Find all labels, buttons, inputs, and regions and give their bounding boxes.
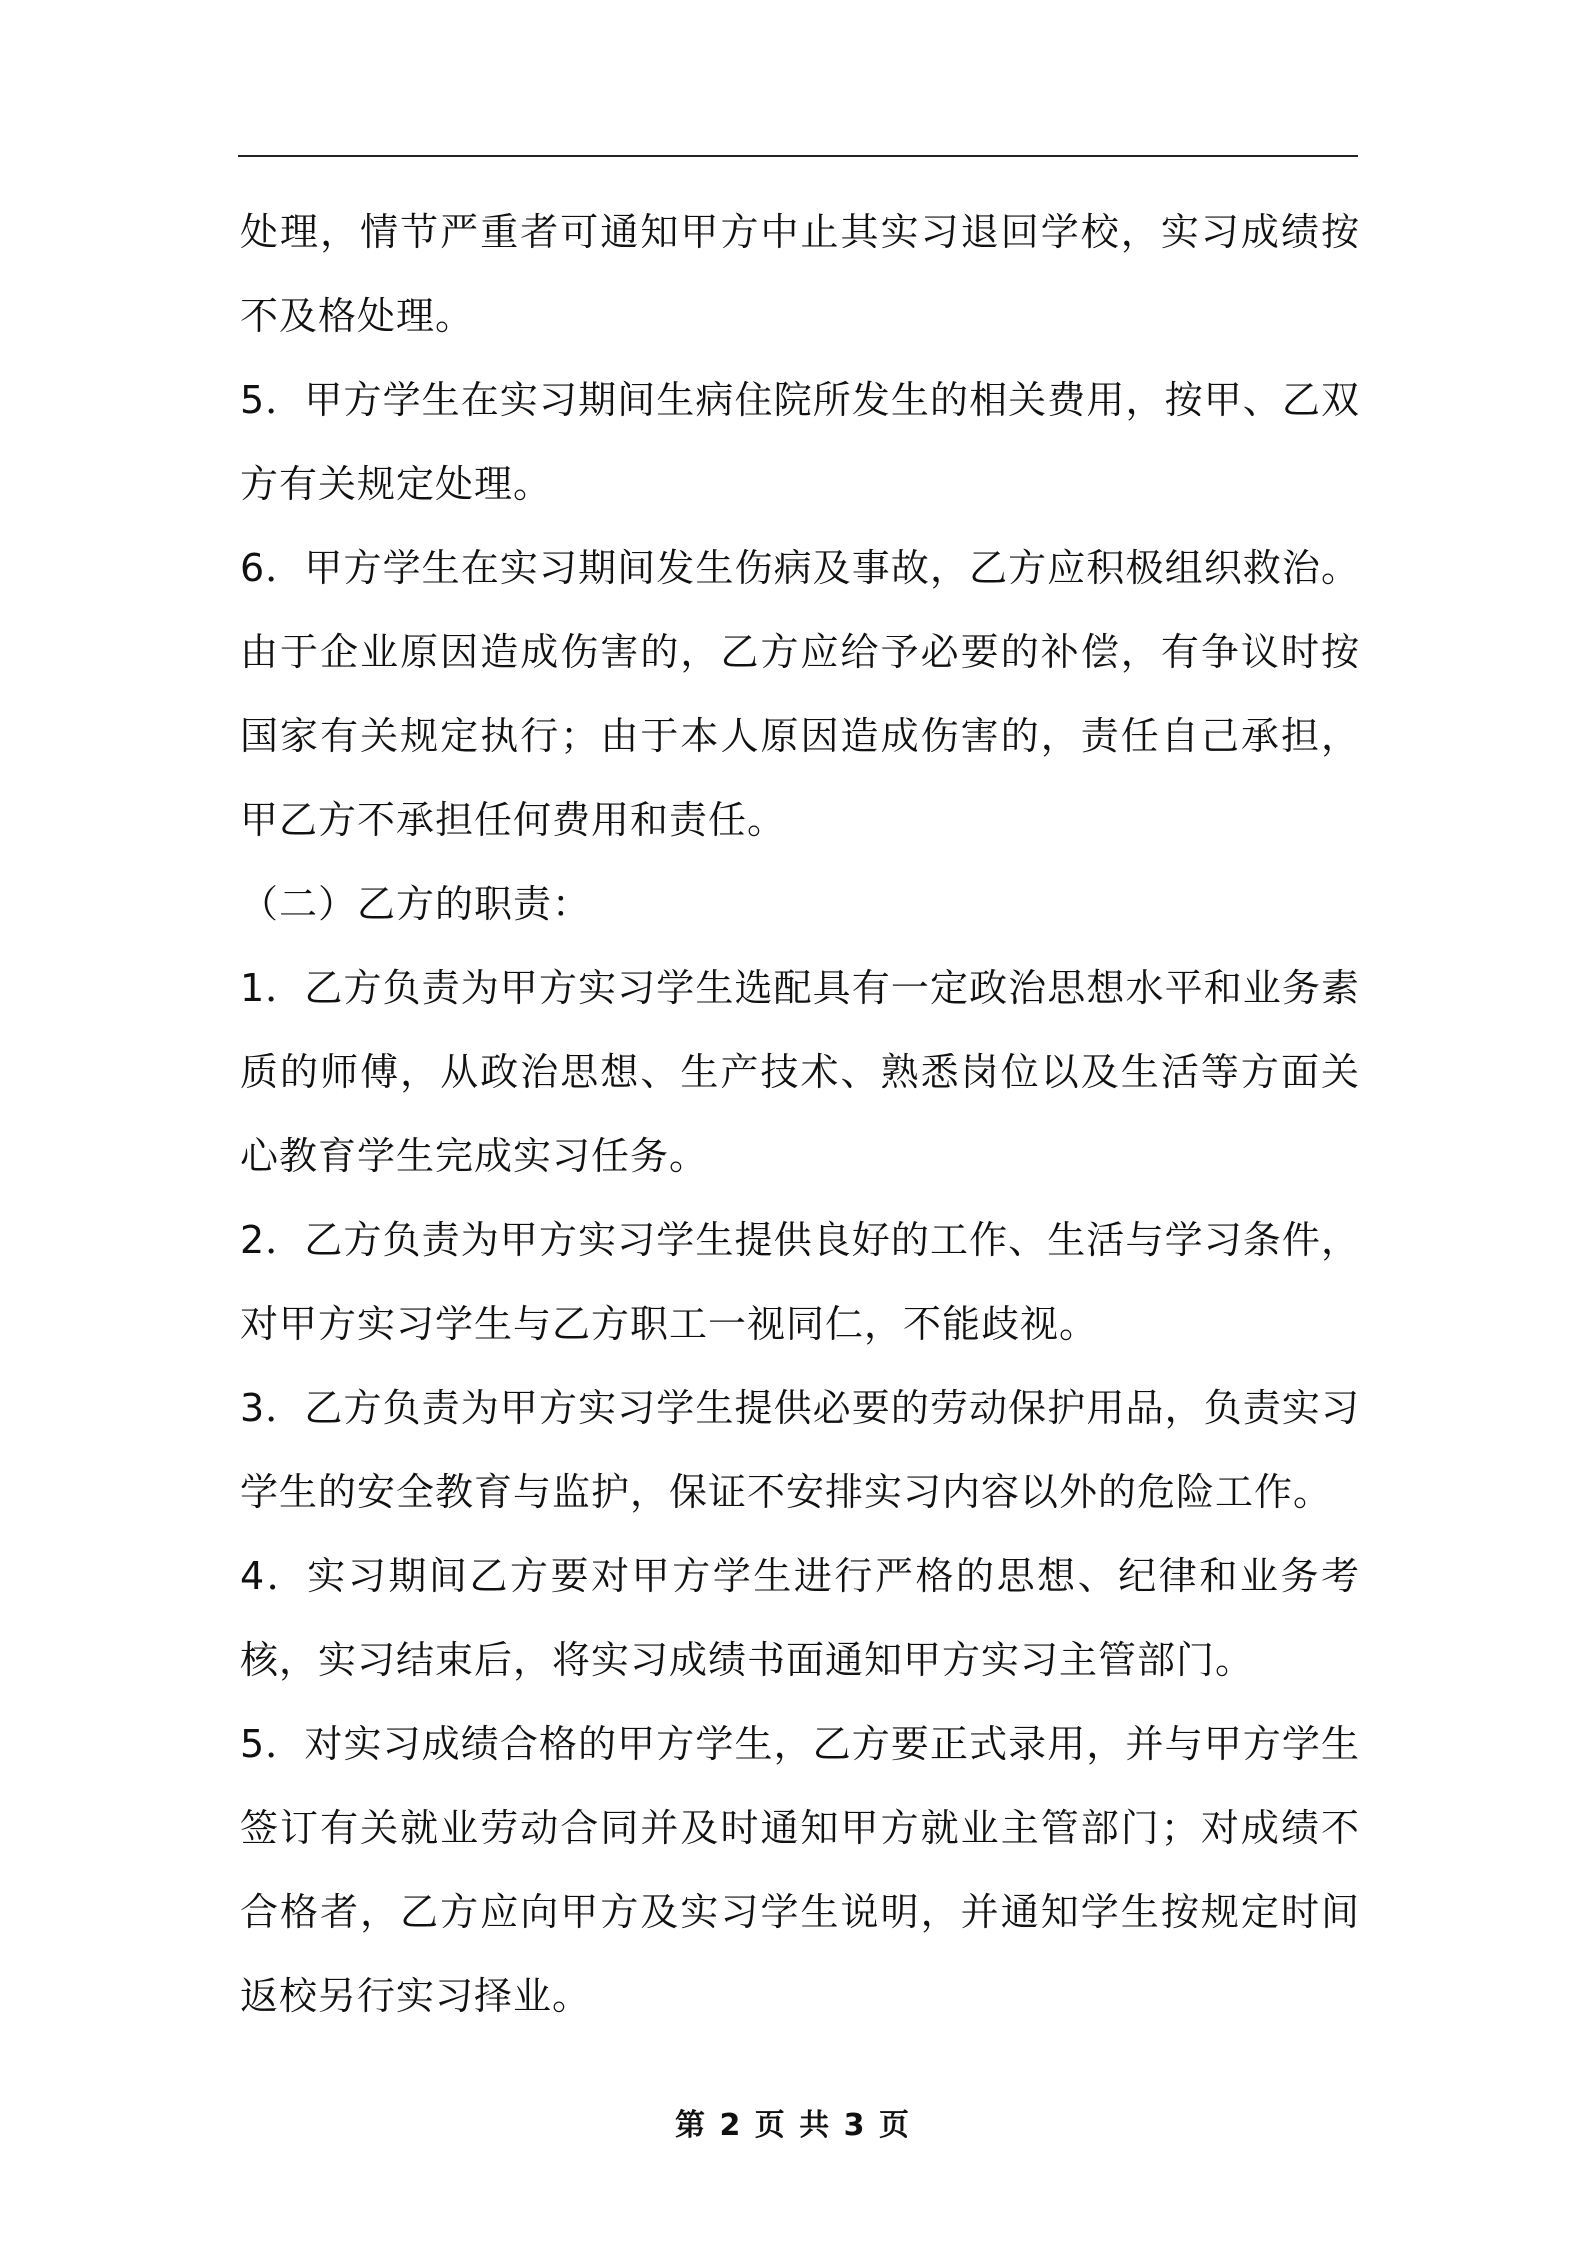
- page-number-footer: 第 2 页 共 3 页: [675, 2108, 911, 2143]
- section-heading-party-b-duties: （二）乙方的职责：: [240, 882, 592, 926]
- paragraph-item-4-party-b: 4．实习期间乙方要对甲方学生进行严格的思想、纪律和业务考核，实习结束后，将实习成绩书面通知甲方实习主管部门。: [240, 1554, 1360, 1682]
- paragraph-item-3-party-b: 3．乙方负责为甲方实习学生提供必要的劳动保护用品，负责实习学生的安全教育与监护，保证不安排实习内容以外的危险工作。: [240, 1386, 1360, 1514]
- paragraph-item-5-party-b: 5．对实习成绩合格的甲方学生，乙方要正式录用，并与甲方学生签订有关就业劳动合同并及时通知甲方就业主管部门；对成绩不合格者，乙方应向甲方及实习学生说明，并通知学生按规定时间返校另行实习择业。: [240, 1722, 1360, 2018]
- paragraph-item-5-party-a: 5．甲方学生在实习期间生病住院所发生的相关费用，按甲、乙双方有关规定处理。: [240, 378, 1360, 506]
- paragraph-item-2-party-b: 2．乙方负责为甲方实习学生提供良好的工作、生活与学习条件，对甲方实习学生与乙方职工一视同仁，不能歧视。: [240, 1218, 1360, 1346]
- document-body: [240, 190, 1360, 2038]
- paragraph-item-1-party-b: 1．乙方负责为甲方实习学生选配具有一定政治思想水平和业务素质的师傅，从政治思想、生产技术、熟悉岗位以及生活等方面关心教育学生完成实习任务。: [240, 966, 1360, 1178]
- paragraph-continuation: 处理，情节严重者可通知甲方中止其实习退回学校，实习成绩按不及格处理。: [240, 210, 1360, 338]
- paragraph-item-6-party-a: 6．甲方学生在实习期间发生伤病及事故，乙方应积极组织救治。由于企业原因造成伤害的，乙方应给予必要的补偿，有争议时按国家有关规定执行；由于本人原因造成伤害的，责任自己承担，甲乙方不承担任何费用和责任。: [240, 546, 1360, 842]
- header-divider: [238, 155, 1358, 157]
